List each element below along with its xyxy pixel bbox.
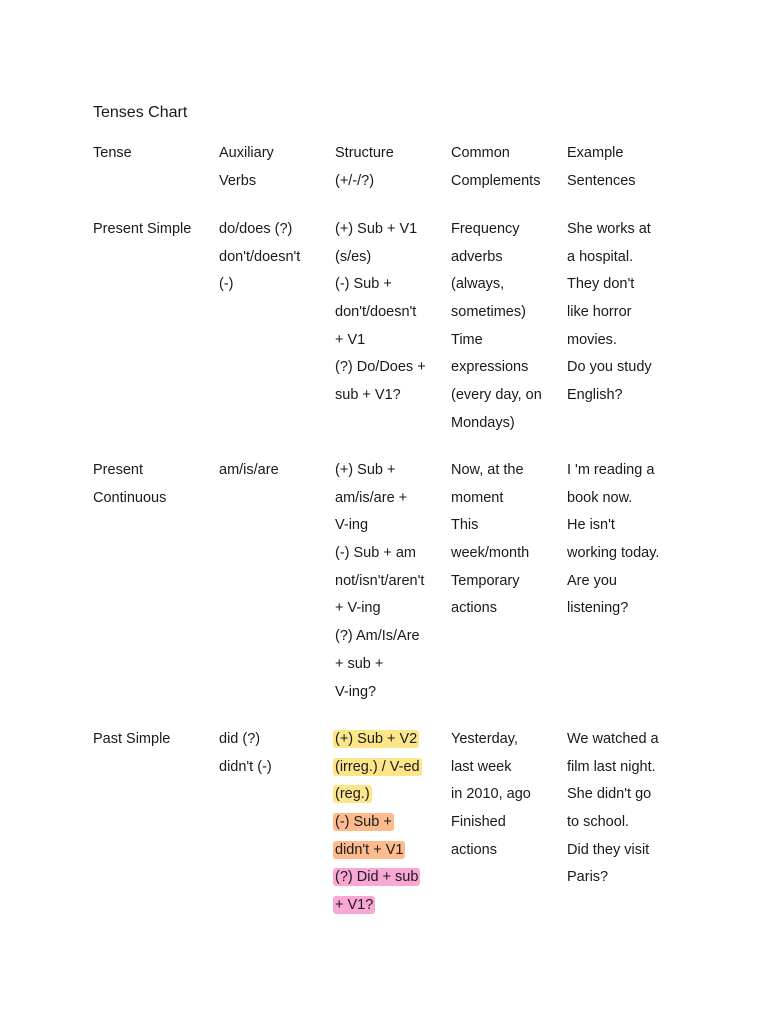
cell-line: Present [93, 462, 143, 478]
row-present-simple-examples [567, 216, 652, 410]
cell-line: Yesterday, [451, 731, 518, 747]
row-past-simple-structure [335, 726, 422, 920]
cell-line: Are you [567, 572, 617, 589]
highlight-pink: + V1? [335, 897, 374, 914]
cell-line: She works at [567, 221, 651, 237]
cell-line: Frequency [451, 221, 520, 237]
row-past-simple-examples [567, 726, 659, 892]
row-present-continuous-examples [567, 457, 659, 623]
header-line: Sentences [567, 172, 636, 189]
cell-line: We watched a [567, 731, 659, 747]
cell-line: don't/doesn't [335, 304, 417, 321]
cell-line: Present Simple [93, 221, 192, 237]
cell-line: am/is/are [219, 462, 279, 478]
cell-line: film last night. [567, 758, 656, 775]
cell-line: like horror [567, 304, 632, 321]
cell-line: sub + V1? [335, 387, 401, 404]
row-present-simple-auxiliary [219, 216, 300, 299]
highlight-line [335, 754, 422, 782]
cell-line: (-) Sub + [335, 276, 392, 293]
cell-line: actions [451, 600, 497, 617]
cell-line: am/is/are + [335, 489, 408, 506]
cell-line: Now, at the [451, 462, 524, 478]
highlight-line [335, 809, 422, 837]
header-structure [335, 140, 394, 195]
highlight-pink: (?) Did + sub [335, 869, 419, 886]
highlight-line [335, 864, 422, 892]
cell-line: moment [451, 489, 504, 506]
cell-line: She didn't go [567, 786, 652, 803]
cell-line: (?) Do/Does + [335, 359, 426, 376]
row-past-simple-complements [451, 726, 531, 864]
row-present-simple-structure [335, 216, 426, 410]
cell-line: Continuous [93, 489, 167, 506]
header-line: (+/-/?) [335, 172, 375, 189]
cell-line: to school. [567, 814, 630, 831]
row-past-simple-tense [93, 726, 170, 754]
header-line: Auxiliary [219, 145, 274, 161]
cell-line: (?) Am/Is/Are [335, 628, 420, 645]
row-present-continuous-tense [93, 457, 166, 512]
cell-line: (every day, on [451, 387, 542, 404]
row-present-simple-complements [451, 216, 542, 438]
cell-line: Mondays) [451, 414, 515, 431]
cell-line: (-) [219, 276, 234, 293]
cell-line: English? [567, 387, 623, 404]
cell-line: book now. [567, 489, 633, 506]
cell-line: V-ing? [335, 683, 377, 700]
cell-line: (s/es) [335, 248, 372, 265]
row-past-simple-auxiliary [219, 726, 272, 781]
cell-line: not/isn't/aren't [335, 572, 425, 589]
cell-line: listening? [567, 600, 629, 617]
cell-line: actions [451, 841, 497, 858]
cell-line: week/month [451, 545, 530, 562]
header-line: Example [567, 145, 624, 161]
header-auxiliary [219, 140, 274, 195]
row-present-simple-tense [93, 216, 191, 244]
cell-line: Paris? [567, 869, 609, 886]
header-line: Structure [335, 145, 394, 161]
cell-line: Finished [451, 814, 506, 831]
document-title: Tenses Chart [93, 104, 188, 121]
row-present-continuous-complements [451, 457, 529, 623]
cell-line: working today. [567, 545, 660, 562]
header-tense [93, 140, 132, 168]
highlight-line [335, 892, 422, 920]
cell-line: They don't [567, 276, 635, 293]
row-present-continuous-auxiliary [219, 457, 279, 485]
cell-line: (+) Sub + [335, 462, 396, 478]
header-line: Tense [93, 145, 132, 161]
cell-line: in 2010, ago [451, 786, 531, 803]
cell-line: didn't (-) [219, 758, 272, 775]
header-examples [567, 140, 636, 195]
cell-line: a hospital. [567, 248, 634, 265]
header-line: Common [451, 145, 510, 161]
cell-line: adverbs [451, 248, 503, 265]
cell-line: + V1 [335, 331, 366, 348]
cell-line: (always, [451, 276, 505, 293]
highlight-orange: (-) Sub + [335, 814, 392, 831]
cell-line: did (?) [219, 731, 261, 747]
header-complements [451, 140, 540, 195]
cell-line: last week [451, 758, 512, 775]
cell-line: sometimes) [451, 304, 526, 321]
header-line: Complements [451, 172, 541, 189]
highlight-line [335, 726, 422, 754]
row-present-continuous-structure [335, 457, 424, 706]
cell-line: I 'm reading a [567, 462, 655, 478]
cell-line: + sub + [335, 655, 384, 672]
highlight-yellow: (reg.) [335, 786, 370, 803]
header-line: Verbs [219, 172, 257, 189]
cell-line: movies. [567, 331, 617, 348]
cell-line: (+) Sub + V1 [335, 221, 418, 237]
cell-line: V-ing [335, 517, 369, 534]
cell-line: Past Simple [93, 731, 171, 747]
cell-line: Temporary [451, 572, 520, 589]
highlight-orange: didn't + V1 [335, 841, 404, 858]
cell-line: + V-ing [335, 600, 381, 617]
cell-line: Did they visit [567, 841, 650, 858]
cell-line: This [451, 517, 479, 534]
cell-line: (-) Sub + am [335, 545, 416, 562]
cell-line: expressions [451, 359, 529, 376]
cell-line: do/does (?) [219, 221, 293, 237]
cell-line: He isn't [567, 517, 615, 534]
highlight-line [335, 781, 422, 809]
cell-line: Do you study [567, 359, 652, 376]
cell-line: don't/doesn't [219, 248, 301, 265]
highlight-line [335, 837, 422, 865]
cell-line: Time [451, 331, 483, 348]
highlight-yellow: (irreg.) / V-ed [335, 758, 420, 775]
highlight-yellow: (+) Sub + V2 [335, 731, 418, 747]
